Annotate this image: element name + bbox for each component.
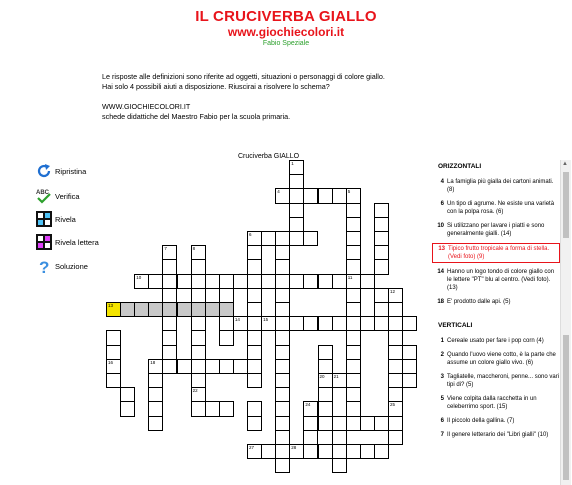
grid-cell[interactable] [247, 316, 262, 331]
grid-cell[interactable] [247, 444, 262, 459]
grid-cell[interactable] [402, 345, 417, 360]
grid-cell[interactable] [346, 231, 361, 246]
cell-number: 4 [277, 189, 280, 195]
grid-cell[interactable] [402, 373, 417, 388]
grid-cell[interactable] [275, 345, 290, 360]
clue-number: 6 [440, 201, 444, 207]
grid-cell[interactable] [346, 359, 361, 374]
restart-icon [36, 163, 52, 179]
grid-cell[interactable] [162, 316, 177, 331]
grid-cell[interactable] [275, 416, 290, 431]
grid-cell[interactable] [247, 302, 262, 317]
grid-cell[interactable] [332, 316, 347, 331]
intro-line: schede didattiche del Maestro Fabio per la scuola primaria. [102, 112, 291, 121]
grid-cell[interactable] [318, 359, 333, 374]
across-header: ORIZZONTALI [438, 163, 482, 170]
cell-number: 28 [291, 445, 297, 450]
cell-number: 1 [291, 161, 294, 166]
grid-cell[interactable] [191, 245, 206, 260]
grid-cell[interactable] [219, 302, 234, 317]
grid-cell[interactable] [275, 373, 290, 388]
grid-cell[interactable] [318, 274, 333, 289]
reveal-grid-icon [36, 211, 52, 227]
restart-button[interactable] [36, 163, 86, 179]
grid-cell[interactable] [275, 302, 290, 317]
grid-cell[interactable] [374, 416, 389, 431]
clue-text: Hanno un logo tondo di colore giallo con le lettere "PT" blu al centro. (Vedi foto). (13) [447, 269, 555, 291]
grid-cell[interactable] [148, 373, 163, 388]
grid-cell[interactable] [346, 203, 361, 218]
site-link[interactable]: www.giochiecolori.it [227, 25, 345, 39]
grid-cell[interactable] [374, 231, 389, 246]
cell-number: 22 [192, 388, 198, 394]
clue-number: 7 [440, 432, 444, 438]
grid-cell[interactable] [388, 359, 403, 374]
grid-cell[interactable] [332, 458, 347, 473]
clue-text: Si utilizzano per lavare i piatti e sono generalmente gialli. (14) [447, 223, 545, 237]
grid-cell[interactable] [289, 203, 304, 218]
grid-cell[interactable] [162, 359, 177, 374]
grid-cell[interactable] [261, 444, 276, 459]
grid-cell[interactable] [120, 302, 135, 317]
grid-cell[interactable] [360, 316, 375, 331]
cell-number: 25 [390, 402, 396, 408]
clue-number: 6 [440, 418, 444, 424]
grid-cell[interactable] [332, 373, 347, 388]
grid-cell[interactable] [318, 188, 333, 203]
reveal-letter-icon [36, 234, 52, 250]
grid-cell[interactable] [346, 373, 361, 388]
grid-cell[interactable] [388, 401, 403, 416]
intro-line: Le risposte alle definizioni sono riferite ad oggetti, situazioni o personaggi di colore giallo. [102, 72, 385, 81]
grid-cell[interactable] [219, 316, 234, 331]
grid-cell[interactable] [247, 231, 262, 246]
grid-cell[interactable] [303, 188, 318, 203]
clue-text: Viene colpita dalla racchetta in un celeberrimo sport. (15) [447, 396, 537, 410]
grid-cell[interactable] [318, 401, 333, 416]
clue-item[interactable] [432, 372, 560, 390]
grid-cell[interactable] [346, 274, 361, 289]
grid-cell[interactable] [346, 330, 361, 345]
svg-text:?: ? [39, 258, 50, 274]
cell-number: 8 [192, 246, 196, 252]
grid-cell[interactable] [162, 259, 177, 274]
grid-cell[interactable] [247, 373, 262, 388]
cell-number: 15 [263, 317, 269, 323]
clue-item[interactable] [432, 199, 560, 217]
grid-cell[interactable] [275, 231, 290, 246]
grid-cell[interactable] [275, 245, 290, 260]
across-list [432, 177, 560, 307]
clue-item[interactable] [432, 243, 560, 263]
grid-cell[interactable] [388, 416, 403, 431]
clue-item[interactable] [432, 221, 560, 239]
clue-text: Il piccolo della gallina. (7) [447, 418, 515, 424]
grid-cell[interactable] [219, 401, 234, 416]
grid-cell[interactable] [346, 302, 361, 317]
grid-cell[interactable] [388, 288, 403, 303]
grid-cell[interactable] [388, 302, 403, 317]
grid-cell[interactable] [374, 259, 389, 274]
grid-cell[interactable] [332, 188, 347, 203]
grid-cell[interactable] [303, 274, 318, 289]
grid-cell[interactable] [120, 401, 135, 416]
cell-number: 7 [164, 246, 167, 252]
clue-number: 18 [437, 299, 444, 305]
grid-cell[interactable] [219, 274, 234, 289]
grid-cell[interactable] [162, 288, 177, 303]
intro-line: Hai solo 4 possibili aiuti a disposizione. Riuscirai a risolvere lo schema? [102, 82, 330, 91]
clue-number: 4 [440, 179, 444, 185]
clue-text: Quando l'uovo viene cotto, è la parte che assume un colore giallo vivo. (6) [447, 352, 556, 366]
grid-cell[interactable] [148, 387, 163, 402]
grid-cell[interactable] [261, 316, 276, 331]
restart-label: Ripristina [55, 166, 87, 176]
grid-cell[interactable] [191, 316, 206, 331]
grid-cell[interactable] [106, 373, 121, 388]
grid-cell[interactable] [191, 274, 206, 289]
clue-item[interactable] [432, 297, 560, 307]
solution-button[interactable] [36, 258, 88, 274]
reveal-letter-button[interactable] [36, 234, 99, 250]
clue-number: 13 [438, 246, 445, 252]
cell-number: 11 [347, 274, 353, 280]
grid-cell[interactable] [219, 330, 234, 345]
grid-cell[interactable] [106, 302, 121, 317]
grid-cell[interactable] [346, 387, 361, 402]
grid-cell[interactable] [247, 274, 262, 289]
grid-cell[interactable] [346, 217, 361, 232]
grid-cell[interactable] [374, 245, 389, 260]
grid-cell[interactable] [388, 345, 403, 360]
intro-line: WWW.GIOCHIECOLORI.IT [102, 102, 191, 111]
clue-number: 1 [440, 338, 444, 344]
cell-number: 5 [347, 189, 351, 195]
grid-cell[interactable] [318, 316, 333, 331]
grid-cell[interactable] [120, 387, 135, 402]
clue-item[interactable] [432, 267, 560, 293]
grid-cell[interactable] [191, 345, 206, 360]
grid-cell[interactable] [177, 302, 192, 317]
clue-item[interactable] [432, 430, 560, 440]
grid-cell[interactable] [402, 316, 417, 331]
grid-cell[interactable] [289, 217, 304, 232]
scroll-thumb-lower[interactable] [563, 335, 569, 480]
grid-cell[interactable] [247, 288, 262, 303]
scroll-up-icon[interactable]: ▲ [562, 161, 568, 167]
grid-cell[interactable] [374, 302, 389, 317]
clue-text: Cereale usato per fare i pop corn (4) [447, 338, 544, 344]
grid-cell[interactable] [346, 444, 361, 459]
cell-number: 12 [390, 288, 396, 294]
grid-cell[interactable] [162, 302, 177, 317]
grid-cell[interactable] [191, 373, 206, 388]
cell-number: 18 [150, 359, 156, 365]
grid-cell[interactable] [346, 259, 361, 274]
grid-cell[interactable] [233, 274, 248, 289]
clue-text: Tipico frutto tropicale a forma di stella. (Vedi foto) (9) [448, 246, 550, 260]
grid-cell[interactable] [162, 330, 177, 345]
svg-text:ABC: ABC [36, 190, 49, 196]
clue-text: E' prodotto dalle api. (5) [447, 299, 511, 305]
grid-cell[interactable] [233, 359, 248, 374]
clue-text: Il genere letterario dei "Libri gialli" (10) [447, 432, 549, 438]
scroll-thumb[interactable] [563, 172, 569, 238]
page-title: IL CRUCIVERBA GIALLO [195, 8, 377, 25]
clue-text: Un tipo di agrume. Ne esiste una varietà con la polpa rosa. (6) [447, 201, 555, 215]
cell-number: 6 [249, 232, 252, 237]
grid-cell[interactable] [289, 188, 304, 203]
solution-label: Soluzione [55, 261, 88, 271]
grid-cell[interactable] [247, 345, 262, 360]
grid-cell[interactable] [332, 274, 347, 289]
grid-cell[interactable] [148, 416, 163, 431]
grid-cell[interactable] [134, 274, 149, 289]
grid-cell[interactable] [275, 330, 290, 345]
grid-cell[interactable] [247, 245, 262, 260]
grid-cell[interactable] [177, 274, 192, 289]
grid-cell[interactable] [289, 160, 304, 175]
author-name: Fabio Speziale [262, 40, 310, 47]
grid-cell[interactable] [303, 316, 318, 331]
clue-item[interactable] [432, 394, 560, 412]
grid-cell[interactable] [148, 274, 163, 289]
cell-number: 10 [136, 274, 142, 280]
grid-cell[interactable] [148, 302, 163, 317]
grid-cell[interactable] [289, 444, 304, 459]
grid-cell[interactable] [374, 288, 389, 303]
grid-cell[interactable] [303, 231, 318, 246]
down-header: VERTICALI [438, 322, 473, 329]
down-list [432, 336, 560, 440]
clues-panel[interactable] [432, 160, 560, 485]
grid-cell[interactable] [162, 345, 177, 360]
grid-cell[interactable] [106, 359, 121, 374]
grid-cell[interactable] [162, 245, 177, 260]
grid-cell[interactable] [360, 444, 375, 459]
grid-cell[interactable] [134, 302, 149, 317]
grid-cell[interactable] [374, 444, 389, 459]
grid-cell[interactable] [289, 274, 304, 289]
grid-cell[interactable] [289, 174, 304, 189]
grid-cell[interactable] [388, 316, 403, 331]
grid-cell[interactable] [275, 430, 290, 445]
grid-cell[interactable] [106, 330, 121, 345]
cell-number: 20 [319, 374, 325, 379]
grid-cell[interactable] [247, 330, 262, 345]
crossword-title: Cruciverba GIALLO [238, 153, 300, 160]
grid-cell[interactable] [205, 359, 220, 374]
clue-item[interactable] [432, 350, 560, 368]
grid-cell[interactable] [148, 401, 163, 416]
grid-cell[interactable] [346, 288, 361, 303]
reveal-label: Rivela [55, 214, 76, 224]
grid-cell[interactable] [275, 259, 290, 274]
cell-number: 27 [249, 445, 255, 450]
reveal-button[interactable] [36, 211, 76, 227]
grid-cell[interactable] [346, 245, 361, 260]
grid-cell[interactable] [303, 444, 318, 459]
grid-cell[interactable] [289, 316, 304, 331]
grid-cell[interactable] [275, 387, 290, 402]
grid-cell[interactable] [332, 416, 347, 431]
clue-number: 5 [440, 396, 444, 402]
cell-number: 16 [108, 359, 114, 365]
grid-cell[interactable] [303, 430, 318, 445]
grid-cell[interactable] [261, 274, 276, 289]
clue-item[interactable] [432, 177, 560, 195]
grid-cell[interactable] [219, 288, 234, 303]
grid-cell[interactable] [388, 330, 403, 345]
intro-text [102, 72, 432, 122]
cell-number: 14 [234, 317, 240, 323]
grid-cell[interactable] [360, 274, 375, 289]
grid-cell[interactable] [402, 359, 417, 374]
grid-cell[interactable] [303, 401, 318, 416]
grid-cell[interactable] [360, 416, 375, 431]
grid-cell[interactable] [275, 274, 290, 289]
grid-cell[interactable] [205, 274, 220, 289]
grid-cell[interactable] [346, 416, 361, 431]
grid-cell[interactable] [148, 359, 163, 374]
grid-cell[interactable] [318, 373, 333, 388]
grid-cell[interactable] [374, 316, 389, 331]
grid-cell[interactable] [346, 188, 361, 203]
clue-number: 3 [440, 374, 444, 380]
grid-cell[interactable] [318, 387, 333, 402]
grid-cell[interactable] [346, 345, 361, 360]
grid-cell[interactable] [205, 401, 220, 416]
grid-cell[interactable] [388, 373, 403, 388]
grid-cell[interactable] [191, 302, 206, 317]
grid-cell[interactable] [388, 387, 403, 402]
grid-cell[interactable] [303, 416, 318, 431]
grid-cell[interactable] [275, 401, 290, 416]
grid-cell[interactable] [275, 316, 290, 331]
grid-cell[interactable] [374, 217, 389, 232]
grid-cell[interactable] [275, 188, 290, 203]
check-icon [36, 188, 52, 204]
grid-cell[interactable] [191, 359, 206, 374]
clue-number: 2 [440, 352, 444, 358]
grid-cell[interactable] [332, 430, 347, 445]
grid-cell[interactable] [275, 359, 290, 374]
clue-number: 14 [437, 269, 444, 275]
grid-cell[interactable] [191, 330, 206, 345]
grid-cell[interactable] [191, 288, 206, 303]
grid-cell[interactable] [318, 416, 333, 431]
grid-cell[interactable] [346, 401, 361, 416]
grid-cell[interactable] [233, 316, 248, 331]
clue-text: Tagliatelle, maccheroni, penne... sono vari tipi di? (5) [447, 374, 560, 388]
grid-cell[interactable] [318, 345, 333, 360]
grid-cell[interactable] [247, 416, 262, 431]
grid-cell[interactable] [247, 401, 262, 416]
clues-scrollbar[interactable] [560, 160, 571, 485]
clue-item[interactable] [432, 416, 560, 426]
grid-cell[interactable] [346, 316, 361, 331]
grid-cell[interactable] [275, 444, 290, 459]
grid-cell[interactable] [332, 444, 347, 459]
question-icon [36, 258, 52, 274]
check-label: Verifica [55, 191, 80, 201]
grid-cell[interactable] [247, 359, 262, 374]
grid-cell[interactable] [219, 359, 234, 374]
clue-item[interactable] [432, 336, 560, 346]
grid-cell[interactable] [205, 302, 220, 317]
grid-cell[interactable] [177, 359, 192, 374]
grid-cell[interactable] [191, 387, 206, 402]
grid-cell[interactable] [374, 203, 389, 218]
grid-cell[interactable] [388, 430, 403, 445]
grid-cell[interactable] [191, 259, 206, 274]
grid-cell[interactable] [106, 345, 121, 360]
grid-cell[interactable] [261, 231, 276, 246]
reveal-letter-label: Rivela lettera [55, 237, 99, 247]
grid-cell[interactable] [275, 458, 290, 473]
grid-cell[interactable] [247, 259, 262, 274]
cell-number: 13 [108, 303, 114, 308]
cell-number: 24 [305, 402, 311, 408]
clue-number: 10 [437, 223, 444, 229]
grid-cell[interactable] [289, 231, 304, 246]
cell-number: 21 [333, 374, 339, 379]
grid-cell[interactable] [162, 274, 177, 289]
clue-text: La famiglia più gialla dei cartoni animati. (8) [447, 179, 554, 193]
grid-cell[interactable] [318, 444, 333, 459]
grid-cell[interactable] [275, 288, 290, 303]
check-button[interactable] [36, 188, 80, 204]
grid-cell[interactable] [191, 401, 206, 416]
